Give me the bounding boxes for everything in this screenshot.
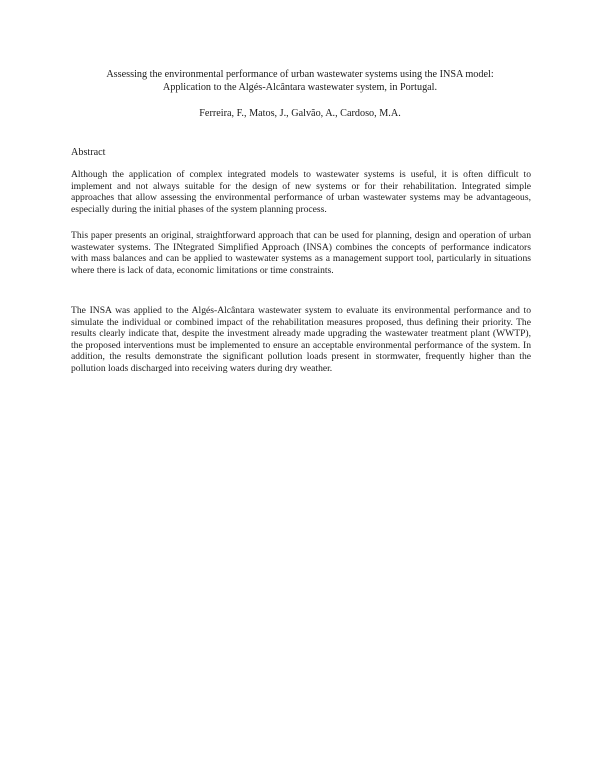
paper-authors: Ferreira, F., Matos, J., Galvão, A., Cardoso, M.A. xyxy=(199,108,401,119)
paper-title xyxy=(70,68,530,94)
abstract-paragraph-3: The INSA was applied to the Algés-Alcântara wastewater system to evaluate its environmental performance and to simulate the individual or combined impact of the rehabilitation measures proposed, thus defining their priority. The results clearly indicate that, despite the investment already made upgrading the wastewater treatment plant (WWTP), the proposed interventions must be implemented to ensure an acceptable environmental performance of the system. In addition, the results demonstrate the significant pollution loads present in stormwater, frequently higher than the pollution loads discharged into receiving waters during dry weather. xyxy=(71,305,531,374)
abstract-paragraph-1: Although the application of complex integrated models to wastewater systems is useful, it is often difficult to implement and not always suitable for the design of new systems or for their rehabilitation. Integrated simple approaches that allow assessing the environmental performance of urban wastewater systems may be advantageous, especially during the initial phases of the system planning process. xyxy=(71,169,531,215)
abstract-heading: Abstract xyxy=(71,147,106,158)
abstract-paragraph-2: This paper presents an original, straightforward approach that can be used for planning, design and operation of urban wastewater systems. The INtegrated Simplified Approach (INSA) combines the concepts of performance indicators with mass balances and can be applied to wastewater systems as a management support tool, particularly in situations where there is lack of data, economic limitations or time constraints. xyxy=(71,230,531,276)
paper-title-line-1: Assessing the environmental performance of urban wastewater systems using the INSA model: xyxy=(106,69,494,80)
paper-title-line-2: Application to the Algés-Alcântara wastewater system, in Portugal. xyxy=(162,82,438,93)
